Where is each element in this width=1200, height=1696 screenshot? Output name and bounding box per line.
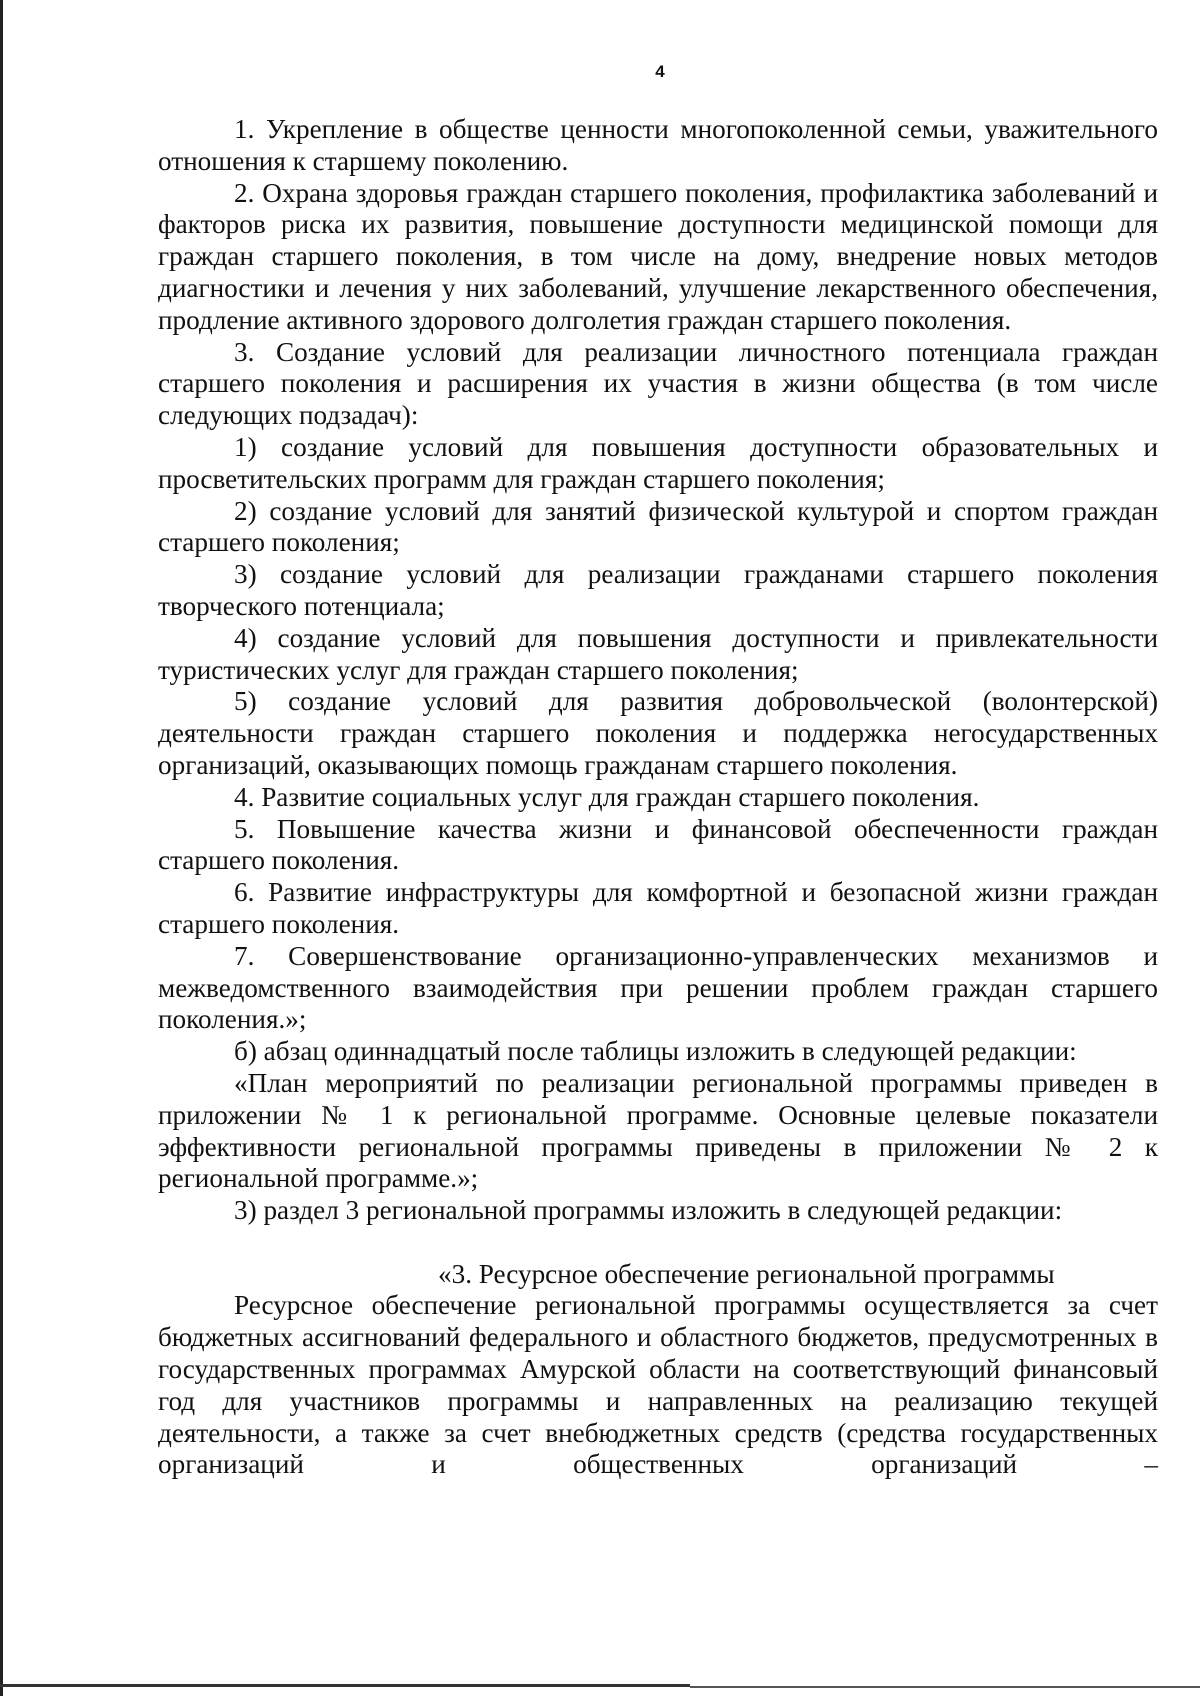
paragraph-1: 1. Укрепление в обществе ценности многопоколенной семьи, уважительного отношения к старшему поколению. (158, 114, 1158, 176)
paragraph-4: 4. Развитие социальных услуг для граждан старшего поколения. (234, 781, 980, 812)
paragraph-5: 5. Повышение качества жизни и финансовой обеспеченности граждан старшего поколения. (158, 813, 1158, 876)
amendment-3: 3) раздел 3 региональной программы изложить в следующей редакции: (234, 1195, 1063, 1226)
scan-left-edge (0, 0, 3, 1696)
subtask-4: 4) создание условий для повышения доступности и привлекательности туристических услуг для граждан старшего поколения; (158, 622, 1158, 685)
subtask-2: 2) создание условий для занятий физической культурой и спортом граждан старшего поколения; (158, 495, 1158, 558)
scan-bottom-edge-right (690, 1686, 1200, 1688)
closing-paragraph: Ресурсное обеспечение региональной программы осуществляется за счет бюджетных ассигнований федерального и областного бюджетов, предусмотренных в государственных программах Амурской области на соответствующий финансовый год для участников программы и направленных на реализацию текущей деятельности, а также за счет внебюджетных средств (средства государственных организаций и общественных организаций – (158, 1290, 1158, 1480)
document-body (158, 114, 1158, 1481)
subtask-5: 5) создание условий для развития добровольческой (волонтерской) деятельности граждан старшего поколения и поддержка негосударственных организаций, оказывающих помощь гражданам старшего поколения. (158, 686, 1158, 780)
paragraph-3: 3. Создание условий для реализации личностного потенциала граждан старшего поколения и расширения их участия в жизни общества (в том числе следующих подзадач): (158, 336, 1158, 431)
page-number: 4 (655, 62, 665, 81)
paragraph-6: 6. Развитие инфраструктуры для комфортной и безопасной жизни граждан старшего поколения. (158, 877, 1158, 939)
section-heading: «3. Ресурсное обеспечение региональной программы (438, 1258, 1055, 1289)
amendment-b: б) абзац одиннадцатый после таблицы изложить в следующей редакции: (234, 1036, 1077, 1067)
paragraph-7: 7. Совершенствование организационно-управленческих механизмов и межведомственного взаимодействия при решении проблем граждан старшего поколения.»; (158, 940, 1158, 1035)
scan-bottom-edge (0, 1684, 690, 1687)
subtask-3: 3) создание условий для реализации гражданами старшего поколения творческого потенциала; (158, 559, 1158, 621)
subtask-1: 1) создание условий для повышения доступности образовательных и просветительских программ для граждан старшего поколения; (158, 431, 1158, 494)
amendment-b-text: «План мероприятий по реализации региональной программы приведен в приложении № 1 к региональной программе. Основные целевые показатели эффективности региональной программы приведены в приложении № 2 к региональной программе.»; (158, 1067, 1158, 1194)
paragraph-2: 2. Охрана здоровья граждан старшего поколения, профилактика заболеваний и факторов риска их развития, повышение доступности медицинской помощи для граждан старшего поколения, в том числе на дому, внедрение новых методов диагностики и лечения у них заболеваний, улучшение лекарственного обеспечения, продление активного здорового долголетия граждан старшего поколения. (158, 177, 1158, 335)
